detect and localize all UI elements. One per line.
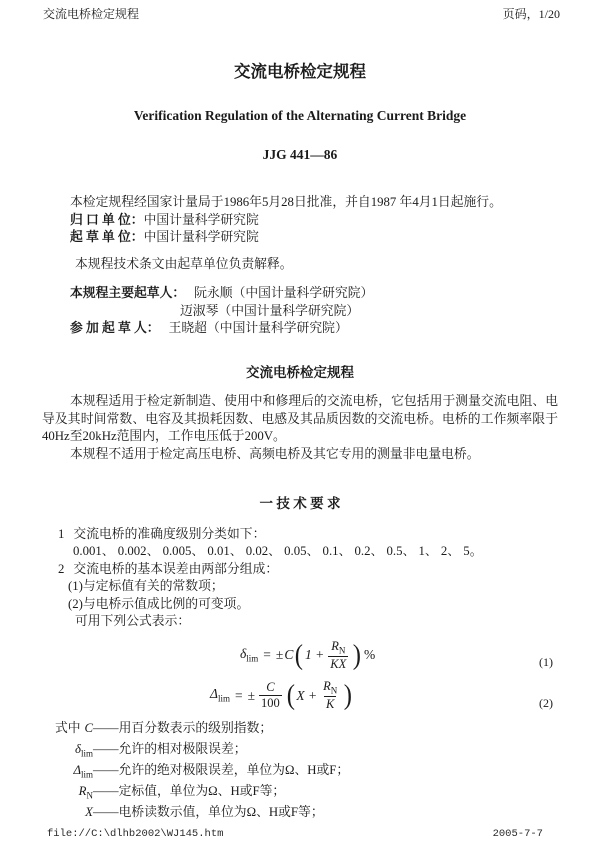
drafters-block <box>42 285 558 338</box>
open-paren: ( <box>295 638 304 671</box>
item-text: 交流电桥的基本误差由两部分组成： <box>73 561 279 576</box>
where-row-x <box>42 804 558 825</box>
page-header <box>0 0 600 22</box>
symbol-description: 定标值，单位为Ω、H或F等； <box>118 784 286 799</box>
symbol-description: 允许的相对极限误差； <box>118 742 247 757</box>
drafter-label: 参 加 起 草 人： <box>70 321 160 335</box>
drafter-label: 本规程主要起草人： <box>70 286 186 300</box>
item-2 <box>42 561 558 579</box>
drafter-name: 阮永顺（中国计量科学研究院） <box>194 286 374 300</box>
close-paren: ) <box>344 679 353 712</box>
where-clause <box>42 720 558 825</box>
symbol-description: 电桥读数示值，单位为Ω、H或F等； <box>118 805 324 820</box>
delta-lim-symbol: $\delta_{lim}$ <box>240 645 259 664</box>
percent-sign: % <box>363 647 376 663</box>
symbol-c: C <box>84 721 93 736</box>
drafter-row-participant <box>42 320 558 338</box>
symbol-cap-delta-lim: $\Delta_{lim}$ <box>73 763 93 780</box>
equation-number-1: (1) <box>539 655 553 670</box>
em-dash: —— <box>93 763 119 778</box>
drafter-name: 王晓超（中国计量科学研究院） <box>168 321 348 335</box>
document-content <box>0 62 600 825</box>
term-x-plus: X + <box>296 687 318 703</box>
formula-1 <box>240 639 375 672</box>
footer-file-path: file://C:\dlhb2002\WJ145.htm <box>47 828 224 840</box>
em-dash: —— <box>93 742 119 757</box>
equals-sign: = <box>263 647 271 663</box>
field-value: 中国计量科学研究院 <box>143 212 259 227</box>
field-value: 中国计量科学研究院 <box>143 230 259 244</box>
fraction-rn-over-kx <box>328 639 348 672</box>
chapter-title-technical-requirements: 一 技 术 要 求 <box>259 496 341 511</box>
where-prefix: 式中 <box>55 721 81 736</box>
where-row-c <box>42 720 558 741</box>
formula-row-1 <box>42 639 558 672</box>
scope-paragraph-2: 本规程不适用于检定高压电桥、高频电桥及其它专用的测量非电量电桥。 <box>70 446 480 461</box>
where-row-cap-delta-lim <box>42 762 558 783</box>
item-text: 交流电桥的准确度级别分类如下： <box>73 526 266 541</box>
approval-paragraph: 本检定规程经国家计量局于1986年5月28日批准，并自1987 年4月1日起施行。 <box>70 195 502 209</box>
formula-2 <box>210 679 354 712</box>
doc-code: JJG 441—86 <box>262 147 338 162</box>
fraction-numerator: C <box>266 679 275 694</box>
open-paren: ( <box>286 679 295 712</box>
drafter-name: 迈淑琴（中国计量科学研究院） <box>180 303 360 318</box>
close-paren: ) <box>352 638 362 671</box>
term-one-plus: 1 + <box>305 647 325 663</box>
page-footer <box>47 828 543 840</box>
drafter-row-main <box>42 285 558 303</box>
section-title: 交流电桥检定规程 <box>246 364 354 380</box>
drafter-row-second <box>42 303 558 321</box>
em-dash: —— <box>93 805 119 820</box>
symbol-delta-lim: $\delta_{lim}$ <box>75 742 93 759</box>
subitem-1: (1)与定标值有关的常数项； <box>68 579 224 593</box>
fraction-numerator: $R_N$ <box>331 638 346 655</box>
delta-abs-lim-symbol: $\Delta_{lim}$ <box>210 686 230 704</box>
equation-number-2: (2) <box>539 695 553 710</box>
em-dash: —— <box>93 721 119 736</box>
field-label: 起 草 单 位： <box>70 230 144 244</box>
subitem-2: (2)与电桥示值成比例的可变项。 <box>68 596 250 611</box>
where-row-rn <box>42 783 558 804</box>
item-number: 1 <box>58 526 65 541</box>
plus-minus-sign: ± <box>275 647 284 663</box>
fraction-c-over-100 <box>259 680 282 711</box>
symbol-description: 用百分数表示的级别指数； <box>118 721 273 736</box>
equals-sign: = <box>234 687 243 703</box>
item-number: 2 <box>58 561 65 576</box>
coefficient-c: C <box>284 647 294 663</box>
formula-intro: 可用下列公式表示： <box>75 614 191 628</box>
symbol-x: X <box>85 805 93 820</box>
symbol-description: 允许的绝对极限误差，单位为Ω、H或F； <box>118 763 350 778</box>
doc-title-zh: 交流电桥检定规程 <box>234 62 366 81</box>
accuracy-classes-list: 0.001、 0.002、 0.005、 0.01、 0.02、 0.05、 0.1、 0.2、 0.5、 1、 2、 5。 <box>73 544 483 558</box>
fraction-rn-over-k <box>321 679 339 712</box>
plus-minus-sign: ± <box>247 687 255 703</box>
where-row-delta-lim <box>42 741 558 762</box>
em-dash: —— <box>93 784 119 799</box>
field-label: 归 口 单 位： <box>70 212 144 227</box>
footer-date: 2005-7-7 <box>492 828 543 840</box>
symbol-rn: $R_N$ <box>78 784 93 801</box>
item-1 <box>42 526 558 544</box>
formula-row-2 <box>42 679 558 712</box>
scope-paragraph-1: 本规程适用于检定新制造、使用中和修理后的交流电桥，它包括用于测量交流电阻、电导及其时间常数、电容及其损耗因数、电感及其品质因数的交流电桥。电桥的工作频率限于40Hz至20kHz范围内，工作电压低于200V。 <box>42 394 558 443</box>
fraction-denominator: KX <box>330 656 347 671</box>
header-doc-title: 交流电桥检定规程 <box>43 7 140 21</box>
field-row-centralizing-unit <box>42 212 558 230</box>
fraction-denominator: K <box>326 697 335 712</box>
field-row-drafting-unit <box>42 229 558 247</box>
doc-title-en: Verification Regulation of the Alternating Current Bridge <box>133 108 467 123</box>
fraction-denominator: 100 <box>261 695 280 710</box>
fraction-numerator: $R_N$ <box>323 678 338 696</box>
interpretation-paragraph: 本规程技术条文由起草单位负责解释。 <box>75 256 293 271</box>
header-page-number: 页码，1/20 <box>502 7 560 21</box>
